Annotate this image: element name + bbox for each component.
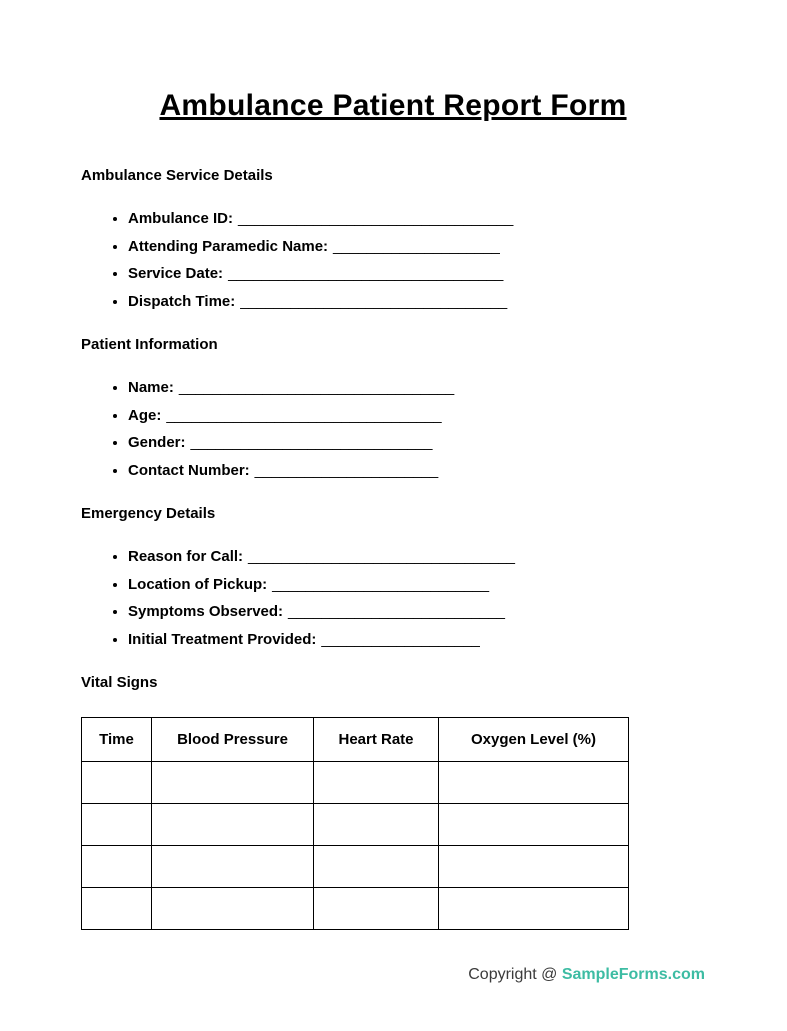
- field-blank-line: ________________________________: [240, 292, 508, 310]
- field-name: [128, 374, 705, 402]
- field-label: Dispatch Time:: [128, 292, 236, 310]
- vital-signs-table-body: [82, 762, 629, 930]
- column-header-time: Time: [82, 718, 152, 762]
- field-blank-line: _________________________________: [228, 265, 504, 282]
- column-header-heart-rate: Heart Rate: [314, 718, 439, 762]
- field-attending-paramedic-name: [128, 233, 705, 261]
- field-blank-line: _____________________________: [190, 434, 433, 451]
- field-blank-line: __________________________: [272, 575, 490, 593]
- table-row: [82, 846, 629, 888]
- table-cell: [152, 762, 314, 804]
- table-cell: [314, 804, 439, 846]
- field-blank-line: ___________________: [321, 630, 480, 648]
- section-heading-emergency-details: Emergency Details: [81, 505, 216, 522]
- table-cell: [82, 888, 152, 930]
- field-age: [128, 402, 705, 430]
- field-label: Contact Number:: [128, 461, 250, 479]
- table-cell: [439, 888, 629, 930]
- field-label: Age:: [128, 406, 162, 424]
- sampleforms-link[interactable]: SampleForms.com: [561, 966, 705, 983]
- footer-copyright: [468, 966, 705, 984]
- table-cell: [439, 846, 629, 888]
- table-cell: [82, 846, 152, 888]
- table-cell: [314, 762, 439, 804]
- field-service-date: [128, 260, 705, 288]
- section-heading-ambulance-service-details: Ambulance Service Details: [81, 167, 273, 184]
- field-blank-line: _________________________________: [178, 379, 455, 396]
- field-contact-number: [128, 457, 705, 485]
- field-label: Ambulance ID:: [128, 210, 234, 227]
- field-blank-line: ____________________: [333, 237, 500, 255]
- field-label: Location of Pickup:: [128, 575, 268, 593]
- field-blank-line: ______________________: [254, 461, 439, 479]
- table-cell: [439, 762, 629, 804]
- vital-signs-table: [81, 717, 629, 930]
- section-ambulance-service-details: [81, 167, 705, 315]
- table-cell: [82, 762, 152, 804]
- column-header-blood-pressure: Blood Pressure: [152, 718, 314, 762]
- ambulance-service-field-list: [81, 205, 705, 315]
- copyright-text: Copyright @: [468, 966, 562, 983]
- table-header-row: [82, 718, 629, 762]
- field-label: Reason for Call:: [128, 548, 244, 565]
- table-cell: [152, 888, 314, 930]
- emergency-details-field-list: [81, 543, 705, 653]
- field-label: Attending Paramedic Name:: [128, 237, 329, 255]
- section-heading-vital-signs: Vital Signs: [81, 674, 158, 691]
- field-blank-line: __________________________: [288, 603, 505, 620]
- table-row: [82, 804, 629, 846]
- field-label: Initial Treatment Provided:: [128, 630, 317, 648]
- table-cell: [314, 888, 439, 930]
- table-row: [82, 888, 629, 930]
- field-gender: [128, 429, 705, 457]
- section-heading-patient-information: Patient Information: [81, 336, 218, 353]
- table-cell: [152, 804, 314, 846]
- table-row: [82, 762, 629, 804]
- section-emergency-details: [81, 505, 705, 653]
- field-blank-line: _________________________________: [166, 406, 442, 424]
- table-cell: [439, 804, 629, 846]
- field-label: Service Date:: [128, 265, 224, 282]
- field-label: Name:: [128, 379, 174, 396]
- field-symptoms-observed: [128, 598, 705, 626]
- patient-information-field-list: [81, 374, 705, 484]
- form-title: Ambulance Patient Report Form: [159, 89, 627, 122]
- table-cell: [152, 846, 314, 888]
- table-cell: [314, 846, 439, 888]
- field-reason-for-call: [128, 543, 705, 571]
- field-dispatch-time: [128, 288, 705, 316]
- section-patient-information: [81, 336, 705, 484]
- field-ambulance-id: [128, 205, 705, 233]
- field-initial-treatment-provided: [128, 626, 705, 654]
- section-vital-signs: [81, 674, 705, 930]
- field-label: Symptoms Observed:: [128, 603, 284, 620]
- field-location-of-pickup: [128, 571, 705, 599]
- column-header-oxygen-level: Oxygen Level (%): [439, 718, 629, 762]
- field-label: Gender:: [128, 434, 186, 451]
- table-cell: [82, 804, 152, 846]
- field-blank-line: _________________________________: [238, 210, 514, 227]
- field-blank-line: ________________________________: [248, 548, 515, 565]
